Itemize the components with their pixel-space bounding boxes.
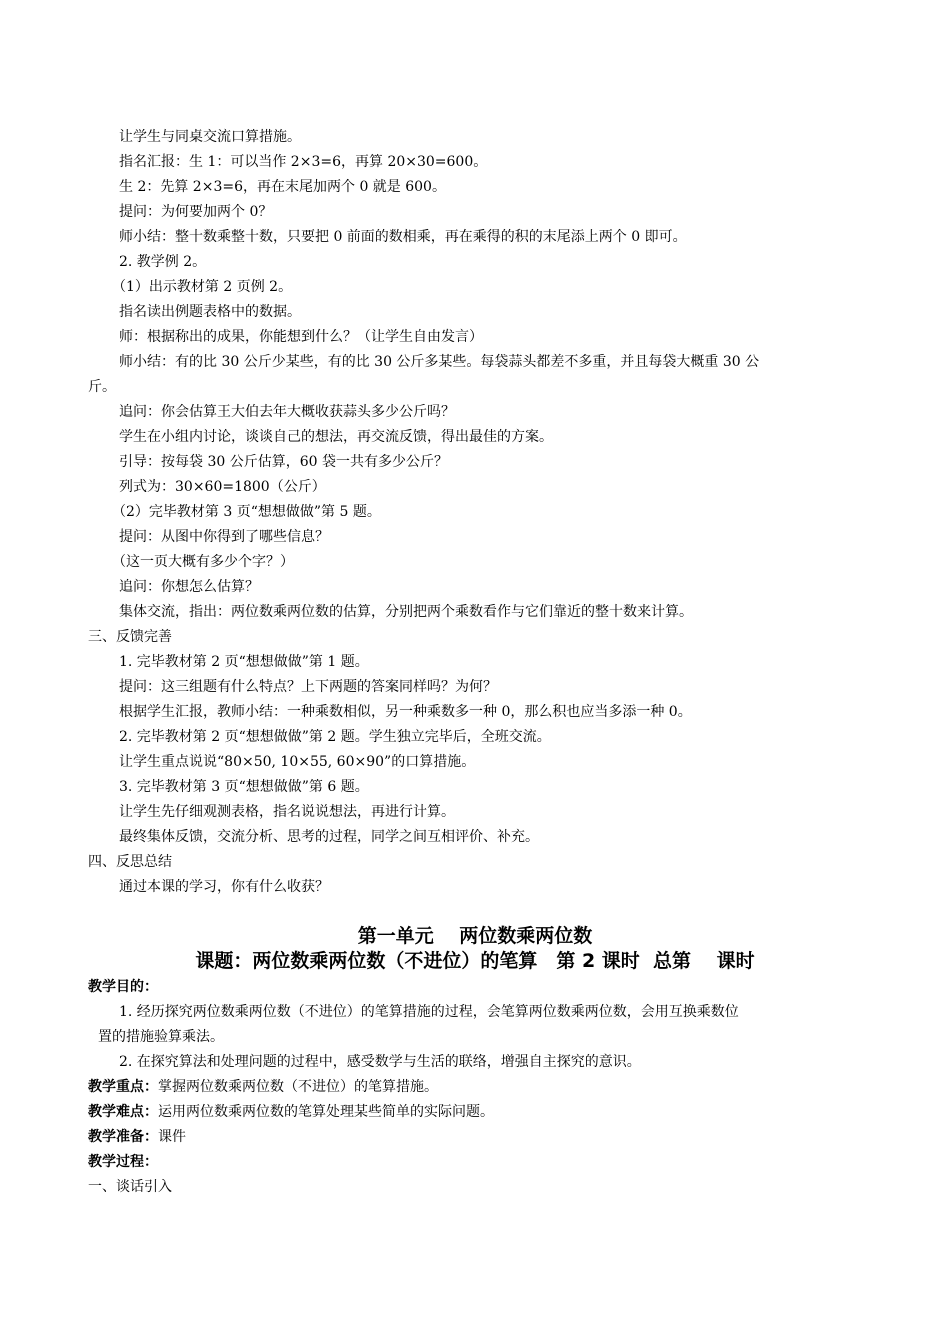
text-line: 最终集体反馈，交流分析、思考的过程，同学之间互相评价、补充。 (119, 829, 539, 845)
objective-line: 2. 在探究算法和处理问题的过程中，感受数学与生活的联络，增强自主探究的意识。 (119, 1054, 641, 1070)
preparation-text: 课件 (158, 1129, 186, 1145)
preparation-label: 教学准备： (88, 1129, 158, 1145)
text-line: 3. 完毕教材第 3 页“想想做做”第 6 题。 (119, 779, 369, 795)
text-line: 提问：为何要加两个 0？ (119, 204, 273, 220)
text-line: 让学生与同桌交流口算措施。 (119, 129, 301, 145)
text-line: 提问：从图中你得到了哪些信息？ (119, 529, 329, 545)
unit-title: 第一单元 两位数乘两位数 (357, 925, 593, 947)
text-line: 2. 教学例 2。 (119, 254, 207, 270)
text-line: 追问：你想怎么估算？ (119, 579, 259, 595)
key-point-text: 掌握两位数乘两位数（不进位）的笔算措施。 (158, 1079, 438, 1095)
text-line: （2）完毕教材第 3 页“想想做做”第 5 题。 (112, 504, 381, 520)
text-line: 学生在小组内讨论，谈谈自己的想法，再交流反馈，得出最佳的方案。 (119, 429, 553, 445)
text-line: 斤。 (88, 379, 116, 395)
text-line: 列式为：30×60=1800（公斤） (119, 479, 326, 495)
text-line: 提问：这三组题有什么特点？上下两题的答案同样吗？为何？ (119, 679, 497, 695)
text-line: 师小结：整十数乘整十数，只要把 0 前面的数相乘，再在乘得的积的末尾添上两个 0 即可。 (119, 229, 687, 245)
text-line: 引导：按每袋 30 公斤估算，60 袋一共有多少公斤？ (119, 454, 448, 470)
objective-line: 置的措施验算乘法。 (98, 1029, 224, 1045)
step-heading: 一、谈话引入 (88, 1179, 172, 1195)
text-line: 2. 完毕教材第 2 页“想想做做”第 2 题。学生独立完毕后，全班交流。 (119, 729, 551, 745)
text-line: 师小结：有的比 30 公斤少某些，有的比 30 公斤多某些。每袋蒜头都差不多重，并且每袋大概重 30 公 (119, 354, 760, 370)
text-line: 根据学生汇报，教师小结：一种乘数相似，另一种乘数多一种 0，那么积也应当多添一种 0。 (119, 704, 692, 720)
text-line: 指名读出例题表格中的数据。 (119, 304, 301, 320)
key-point-row (88, 1078, 438, 1096)
text-line: （1）出示教材第 2 页例 2。 (112, 279, 293, 295)
section-heading: 三、反馈完善 (88, 629, 172, 645)
text-line: 让学生先仔细观测表格，指名说说想法，再进行计算。 (119, 804, 455, 820)
process-label: 教学过程： (88, 1154, 158, 1170)
text-line: 指名汇报：生 1：可以当作 2×3=6，再算 20×30=600。 (119, 154, 488, 170)
difficulty-label: 教学难点： (88, 1104, 158, 1120)
text-line: 师：根据称出的成果，你能想到什么？（让学生自由发言） (119, 329, 483, 345)
text-line: 追问：你会估算王大伯去年大概收获蒜头多少公斤吗？ (119, 404, 455, 420)
lesson-title: 课题：两位数乘两位数（不进位）的笔算 第 2 课时 总第 课时 (195, 950, 755, 972)
difficulty-text: 运用两位数乘两位数的笔算处理某些简单的实际问题。 (158, 1104, 494, 1120)
text-line: 让学生重点说说“80×50, 10×55, 60×90”的口算措施。 (119, 754, 476, 770)
objectives-label-text: 教学目的： (88, 979, 158, 995)
objective-line: 1. 经历探究两位数乘两位数（不进位）的笔算措施的过程，会笔算两位数乘两位数，会用互换乘数位 (119, 1004, 739, 1020)
text-line: （这一页大概有多少个字？） (112, 554, 294, 570)
process-row (88, 1153, 158, 1171)
objectives-label (88, 978, 158, 996)
difficulty-row (88, 1103, 494, 1121)
key-point-label: 教学重点： (88, 1079, 158, 1095)
text-line: 集体交流，指出：两位数乘两位数的估算，分别把两个乘数看作与它们靠近的整十数来计算。 (119, 604, 693, 620)
text-line: 1. 完毕教材第 2 页“想想做做”第 1 题。 (119, 654, 369, 670)
section-heading: 四、反思总结 (88, 854, 172, 870)
text-line: 生 2：先算 2×3=6，再在末尾加两个 0 就是 600。 (119, 179, 446, 195)
text-line: 通过本课的学习，你有什么收获？ (119, 879, 329, 895)
preparation-row (88, 1128, 186, 1146)
